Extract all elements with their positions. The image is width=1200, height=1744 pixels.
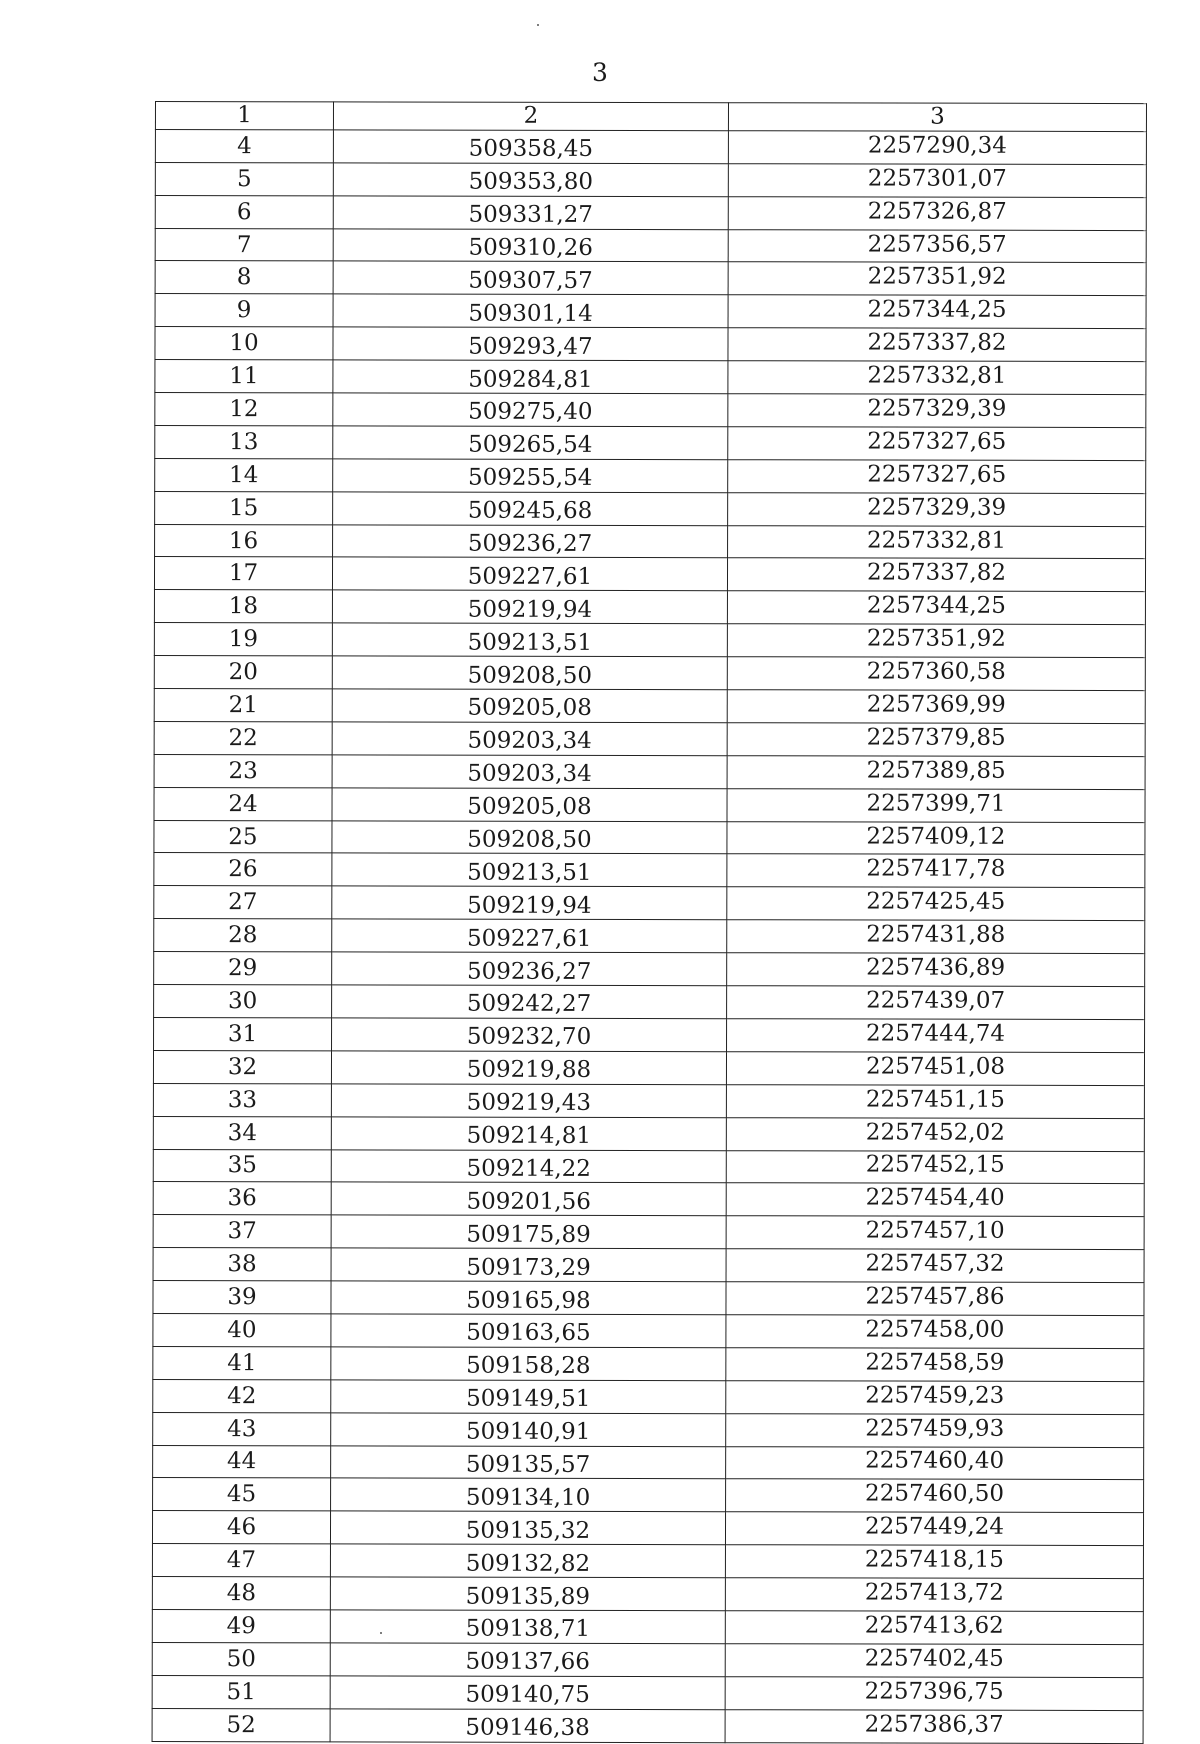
coord-x-cell: 509208,50 (332, 820, 727, 854)
table-row (155, 162, 1146, 197)
coord-x-cell: 509158,28 (331, 1347, 726, 1381)
coord-x-cell: 509146,38 (330, 1709, 725, 1743)
coord-y-cell: 2257451,15 (726, 1084, 1144, 1118)
coord-x-cell: 509236,27 (333, 524, 728, 558)
coordinates-table (152, 101, 1147, 1744)
coord-y-cell: 2257369,99 (727, 690, 1145, 724)
coord-y-cell: 2257344,25 (727, 591, 1145, 625)
coord-y-cell: 2257409,12 (727, 821, 1145, 855)
scan-speck (537, 24, 539, 26)
table-row (155, 524, 1146, 559)
coord-y-cell: 2257417,78 (727, 854, 1145, 888)
coord-x-cell: 509213,51 (332, 853, 727, 887)
table-row (155, 393, 1146, 428)
coord-x-cell: 509173,29 (331, 1248, 726, 1282)
table-row (153, 1149, 1144, 1184)
coord-x-cell: 509255,54 (333, 459, 728, 493)
coord-y-cell: 2257301,07 (728, 163, 1146, 197)
table-row (153, 1116, 1144, 1151)
coord-y-cell: 2257326,87 (728, 196, 1146, 230)
coord-y-cell: 2257379,85 (727, 723, 1145, 757)
table-row (155, 425, 1146, 460)
coord-x-cell: 509245,68 (333, 492, 728, 526)
table-row (154, 952, 1145, 987)
coord-y-cell: 2257439,07 (727, 986, 1145, 1020)
coord-x-cell: 509219,94 (332, 886, 727, 920)
coord-y-cell: 2257290,34 (728, 131, 1146, 165)
coord-y-cell: 2257399,71 (727, 788, 1145, 822)
coord-y-cell: 2257413,62 (725, 1611, 1143, 1645)
point-number-cell: 45 (153, 1478, 331, 1511)
coord-y-cell: 2257360,58 (727, 657, 1145, 691)
table-row (153, 1313, 1144, 1348)
table-header (155, 102, 1146, 132)
table-body (152, 129, 1146, 1743)
coord-y-cell: 2257337,82 (728, 328, 1146, 362)
table-row (154, 590, 1145, 625)
coord-x-cell: 509307,57 (333, 261, 728, 295)
point-number-cell: 51 (152, 1675, 330, 1708)
point-number-cell: 50 (152, 1642, 330, 1675)
coord-x-cell: 509175,89 (331, 1215, 726, 1249)
point-number-cell: 24 (154, 787, 332, 820)
table-row (153, 1346, 1144, 1381)
point-number-cell: 28 (154, 919, 332, 952)
coord-y-cell: 2257452,02 (726, 1117, 1144, 1151)
coord-x-cell: 509205,08 (332, 788, 727, 822)
point-number-cell: 52 (152, 1708, 330, 1741)
point-number-cell: 39 (153, 1281, 331, 1314)
point-number-cell: 48 (152, 1577, 330, 1610)
coord-y-cell: 2257444,74 (727, 1019, 1145, 1053)
coord-y-cell: 2257452,15 (726, 1150, 1144, 1184)
point-number-cell: 9 (155, 294, 333, 327)
table-row (154, 985, 1145, 1020)
point-number-cell: 16 (155, 524, 333, 557)
point-number-cell: 44 (153, 1445, 331, 1478)
coord-x-cell: 509284,81 (333, 360, 728, 394)
coord-x-cell: 509301,14 (333, 294, 728, 328)
table-row (153, 1083, 1144, 1118)
header-col-3: 3 (728, 103, 1146, 132)
table-row (154, 886, 1145, 921)
point-number-cell: 17 (154, 557, 332, 590)
coord-x-cell: 509203,34 (332, 722, 727, 756)
point-number-cell: 32 (153, 1050, 331, 1083)
coord-y-cell: 2257402,45 (725, 1644, 1143, 1678)
table-row (153, 1412, 1144, 1447)
point-number-cell: 34 (153, 1116, 331, 1149)
table-row (154, 557, 1145, 592)
table-row (154, 721, 1145, 756)
table-row (153, 1050, 1144, 1085)
point-number-cell: 5 (155, 162, 333, 195)
coord-x-cell: 509219,94 (332, 590, 727, 624)
point-number-cell: 29 (154, 952, 332, 985)
coord-y-cell: 2257458,00 (726, 1315, 1144, 1349)
coord-y-cell: 2257329,39 (728, 394, 1146, 428)
table-row (154, 853, 1145, 888)
point-number-cell: 7 (155, 228, 333, 261)
point-number-cell: 30 (154, 985, 332, 1018)
coord-x-cell: 509265,54 (333, 426, 728, 460)
coord-y-cell: 2257332,81 (728, 361, 1146, 395)
point-number-cell: 37 (153, 1215, 331, 1248)
point-number-cell: 10 (155, 327, 333, 360)
coord-x-cell: 509242,27 (332, 985, 727, 1019)
point-number-cell: 38 (153, 1248, 331, 1281)
point-number-cell: 27 (154, 886, 332, 919)
coord-x-cell: 509293,47 (333, 327, 728, 361)
coord-y-cell: 2257396,75 (725, 1676, 1143, 1710)
coord-x-cell: 509134,10 (331, 1478, 726, 1512)
table-row (152, 1642, 1143, 1677)
coord-y-cell: 2257351,92 (727, 624, 1145, 658)
coord-x-cell: 509203,34 (332, 755, 727, 789)
point-number-cell: 33 (153, 1083, 331, 1116)
point-number-cell: 46 (152, 1511, 330, 1544)
coord-y-cell: 2257459,23 (726, 1380, 1144, 1414)
coord-y-cell: 2257344,25 (728, 295, 1146, 329)
point-number-cell: 31 (154, 1017, 332, 1050)
point-number-cell: 41 (153, 1346, 331, 1379)
table-row (153, 1215, 1144, 1250)
coord-x-cell: 509201,56 (331, 1182, 726, 1216)
coord-y-cell: 2257459,93 (726, 1413, 1144, 1447)
table-row (154, 623, 1145, 658)
coord-y-cell: 2257449,24 (725, 1512, 1143, 1546)
coord-y-cell: 2257389,85 (727, 756, 1145, 790)
table-row (155, 491, 1146, 526)
coord-x-cell: 509140,75 (330, 1676, 725, 1710)
coord-y-cell: 2257451,08 (726, 1052, 1144, 1086)
point-number-cell: 49 (152, 1609, 330, 1642)
coord-y-cell: 2257327,65 (728, 427, 1146, 461)
coord-x-cell: 509138,71 (330, 1610, 725, 1644)
coord-x-cell: 509208,50 (332, 656, 727, 690)
table-row (152, 1675, 1143, 1710)
point-number-cell: 18 (154, 590, 332, 623)
coord-x-cell: 509227,61 (332, 557, 727, 591)
coord-x-cell: 509236,27 (332, 952, 727, 986)
coord-y-cell: 2257431,88 (727, 920, 1145, 954)
coord-x-cell: 509205,08 (332, 689, 727, 723)
point-number-cell: 21 (154, 689, 332, 722)
point-number-cell: 13 (155, 425, 333, 458)
coord-y-cell: 2257337,82 (727, 558, 1145, 592)
coord-y-cell: 2257436,89 (727, 953, 1145, 987)
header-row (155, 102, 1146, 132)
coord-y-cell: 2257329,39 (728, 492, 1146, 526)
table-row (155, 327, 1146, 362)
point-number-cell: 40 (153, 1313, 331, 1346)
coord-x-cell: 509219,88 (331, 1051, 726, 1085)
point-number-cell: 6 (155, 195, 333, 228)
point-number-cell: 15 (155, 491, 333, 524)
coord-x-cell: 509232,70 (332, 1018, 727, 1052)
coord-y-cell: 2257425,45 (727, 887, 1145, 921)
coord-y-cell: 2257457,32 (726, 1249, 1144, 1283)
coord-x-cell: 509331,27 (333, 196, 728, 230)
table-row (152, 1544, 1143, 1579)
point-number-cell: 25 (154, 820, 332, 853)
coord-x-cell: 509214,81 (331, 1116, 726, 1150)
table-row (152, 1609, 1143, 1644)
coord-x-cell: 509227,61 (332, 919, 727, 953)
coord-x-cell: 509310,26 (333, 228, 728, 262)
coord-x-cell: 509135,89 (330, 1577, 725, 1611)
coord-y-cell: 2257356,57 (728, 229, 1146, 263)
point-number-cell: 47 (152, 1544, 330, 1577)
coord-x-cell: 509149,51 (331, 1380, 726, 1414)
point-number-cell: 35 (153, 1149, 331, 1182)
coord-x-cell: 509140,91 (331, 1412, 726, 1446)
coord-y-cell: 2257327,65 (728, 459, 1146, 493)
coord-x-cell: 509275,40 (333, 393, 728, 427)
table-row (153, 1445, 1144, 1480)
coord-x-cell: 509135,57 (331, 1445, 726, 1479)
table-row (153, 1248, 1144, 1283)
page-number: 3 (592, 58, 608, 87)
point-number-cell: 36 (153, 1182, 331, 1215)
point-number-cell: 4 (155, 129, 333, 162)
coord-x-cell: 509219,43 (331, 1084, 726, 1118)
coord-x-cell: 509353,80 (333, 163, 728, 197)
table-row (154, 787, 1145, 822)
point-number-cell: 43 (153, 1412, 331, 1445)
table-row (155, 294, 1146, 329)
point-number-cell: 12 (155, 393, 333, 426)
table-row (153, 1182, 1144, 1217)
coord-y-cell: 2257386,37 (725, 1709, 1143, 1743)
table-row (154, 1017, 1145, 1052)
header-col-2: 2 (333, 102, 728, 131)
table-row (154, 656, 1145, 691)
coord-y-cell: 2257332,81 (728, 525, 1146, 559)
coord-y-cell: 2257351,92 (728, 262, 1146, 296)
table-row (155, 458, 1146, 493)
coord-y-cell: 2257454,40 (726, 1183, 1144, 1217)
table-row (153, 1379, 1144, 1414)
table-row (154, 820, 1145, 855)
coord-x-cell: 509132,82 (330, 1544, 725, 1578)
coord-x-cell: 509135,32 (330, 1511, 725, 1545)
point-number-cell: 8 (155, 261, 333, 294)
coord-x-cell: 509358,45 (333, 130, 728, 164)
point-number-cell: 19 (154, 623, 332, 656)
coord-x-cell: 509165,98 (331, 1281, 726, 1315)
point-number-cell: 20 (154, 656, 332, 689)
point-number-cell: 26 (154, 853, 332, 886)
table-row (154, 689, 1145, 724)
point-number-cell: 23 (154, 754, 332, 787)
header-col-1: 1 (155, 102, 333, 130)
table-row (152, 1708, 1143, 1743)
point-number-cell: 14 (155, 458, 333, 491)
table-row (152, 1511, 1143, 1546)
table-row (155, 360, 1146, 395)
table-row (152, 1577, 1143, 1612)
coord-y-cell: 2257457,10 (726, 1216, 1144, 1250)
table-row (155, 228, 1146, 263)
coord-y-cell: 2257458,59 (726, 1348, 1144, 1382)
coord-x-cell: 509137,66 (330, 1643, 725, 1677)
table-row (154, 919, 1145, 954)
coord-y-cell: 2257418,15 (725, 1545, 1143, 1579)
scan-speck (380, 1632, 382, 1634)
table-row (155, 129, 1146, 164)
table-row (155, 261, 1146, 296)
coord-x-cell: 509214,22 (331, 1149, 726, 1183)
table-row (153, 1478, 1144, 1513)
coord-y-cell: 2257413,72 (725, 1578, 1143, 1612)
coord-x-cell: 509213,51 (332, 623, 727, 657)
point-number-cell: 22 (154, 721, 332, 754)
table-row (154, 754, 1145, 789)
coord-x-cell: 509163,65 (331, 1314, 726, 1348)
coord-y-cell: 2257457,86 (726, 1282, 1144, 1316)
coord-y-cell: 2257460,50 (726, 1479, 1144, 1513)
coord-y-cell: 2257460,40 (726, 1446, 1144, 1480)
point-number-cell: 42 (153, 1379, 331, 1412)
point-number-cell: 11 (155, 360, 333, 393)
table-row (155, 195, 1146, 230)
table-row (153, 1281, 1144, 1316)
